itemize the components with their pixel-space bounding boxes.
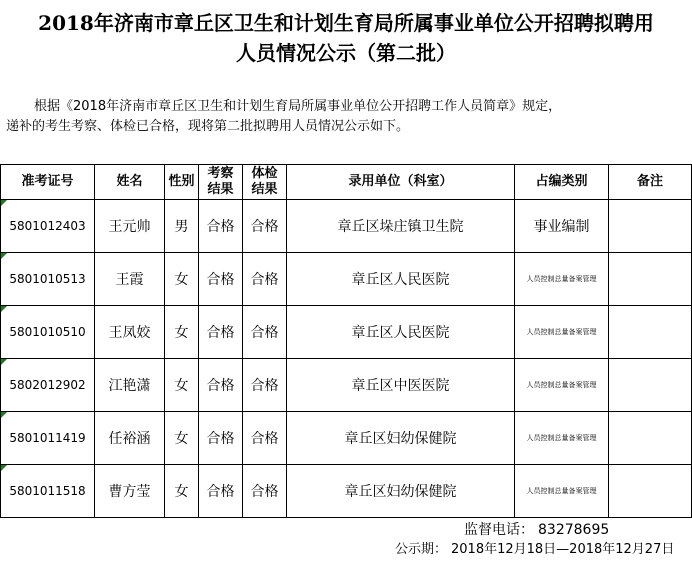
cell-inspect: 合格	[199, 465, 243, 518]
table-header-row	[1, 165, 692, 200]
cell-category: 人员控制总量备案管理	[515, 465, 609, 518]
header-category: 占编类别	[515, 165, 609, 200]
cell-id	[1, 359, 95, 412]
cell-note	[609, 412, 692, 465]
cell-category: 人员控制总量备案管理	[515, 253, 609, 306]
intro-paragraph	[6, 97, 686, 137]
cell-marker	[1, 253, 7, 259]
cell-id-text: 5802012902	[9, 378, 86, 392]
cell-name: 王霞	[95, 253, 165, 306]
cell-note	[609, 253, 692, 306]
title-line-1: 2018年济南市章丘区卫生和计划生育局所属事业单位公开招聘拟聘用	[38, 11, 654, 35]
cell-note	[609, 306, 692, 359]
cell-gender: 女	[165, 465, 199, 518]
intro-line-1: 根据《2018年济南市章丘区卫生和计划生育局所属事业单位公开招聘工作人员简章》规定，	[34, 99, 562, 114]
cell-exam: 合格	[243, 253, 287, 306]
cell-category: 人员控制总量备案管理	[515, 359, 609, 412]
cell-note	[609, 465, 692, 518]
cell-exam: 合格	[243, 412, 287, 465]
cell-id	[1, 412, 95, 465]
header-exam	[243, 165, 287, 200]
period-dates: 2018年12月18日—2018年12月27日	[451, 542, 675, 557]
page-title	[0, 8, 692, 68]
cell-name: 任裕涵	[95, 412, 165, 465]
cell-category: 人员控制总量备案管理	[515, 306, 609, 359]
header-id: 准考证号	[1, 165, 95, 200]
publicity-period	[395, 541, 674, 559]
cell-name: 王元帅	[95, 200, 165, 253]
candidates-table	[0, 164, 692, 518]
cell-marker	[1, 465, 7, 471]
phone-label: 监督电话：	[464, 522, 534, 538]
cell-exam: 合格	[243, 306, 287, 359]
cell-inspect: 合格	[199, 412, 243, 465]
cell-inspect: 合格	[199, 200, 243, 253]
header-exam-line-1: 体检	[251, 166, 278, 181]
phone-number: 83278695	[538, 522, 610, 538]
table-row	[1, 465, 692, 518]
table-row	[1, 359, 692, 412]
cell-name: 曹方莹	[95, 465, 165, 518]
cell-name: 江艳潇	[95, 359, 165, 412]
table-row	[1, 306, 692, 359]
cell-note	[609, 359, 692, 412]
cell-category: 人员控制总量备案管理	[515, 412, 609, 465]
cell-name: 王凤姣	[95, 306, 165, 359]
cell-id-text: 5801010510	[9, 325, 86, 339]
cell-unit: 章丘区垛庄镇卫生院	[287, 200, 515, 253]
cell-exam: 合格	[243, 200, 287, 253]
period-label: 公示期：	[395, 542, 448, 557]
cell-id-text: 5801010513	[9, 272, 86, 286]
cell-unit: 章丘区人民医院	[287, 306, 515, 359]
header-inspect	[199, 165, 243, 200]
cell-marker	[1, 306, 7, 312]
cell-gender: 男	[165, 200, 199, 253]
cell-unit: 章丘区妇幼保健院	[287, 412, 515, 465]
cell-exam: 合格	[243, 465, 287, 518]
cell-marker	[1, 359, 7, 365]
cell-id	[1, 253, 95, 306]
cell-exam: 合格	[243, 359, 287, 412]
header-gender: 性别	[165, 165, 199, 200]
intro-line-2: 递补的考生考察、体检已合格，现将第二批拟聘用人员情况公示如下。	[6, 119, 410, 134]
cell-inspect: 合格	[199, 359, 243, 412]
cell-note	[609, 200, 692, 253]
header-name: 姓名	[95, 165, 165, 200]
cell-id	[1, 306, 95, 359]
table-row	[1, 253, 692, 306]
table-row	[1, 200, 692, 253]
header-unit: 录用单位（科室）	[287, 165, 515, 200]
cell-inspect: 合格	[199, 306, 243, 359]
cell-gender: 女	[165, 306, 199, 359]
header-note: 备注	[609, 165, 692, 200]
cell-unit: 章丘区妇幼保健院	[287, 465, 515, 518]
header-inspect-line-2: 结果	[207, 182, 234, 197]
cell-marker	[1, 200, 7, 206]
cell-id-text: 5801011518	[9, 484, 86, 498]
cell-marker	[1, 412, 7, 418]
cell-gender: 女	[165, 359, 199, 412]
title-line-2: 人员情况公示（第二批）	[236, 41, 456, 65]
cell-gender: 女	[165, 253, 199, 306]
header-exam-line-2: 结果	[251, 182, 278, 197]
cell-category: 事业编制	[515, 200, 609, 253]
cell-id	[1, 200, 95, 253]
cell-unit: 章丘区中医医院	[287, 359, 515, 412]
cell-id	[1, 465, 95, 518]
header-inspect-line-1: 考察	[207, 166, 234, 181]
cell-unit: 章丘区人民医院	[287, 253, 515, 306]
cell-id-text: 5801011419	[9, 431, 86, 445]
table-row	[1, 412, 692, 465]
cell-gender: 女	[165, 412, 199, 465]
supervision-phone	[464, 521, 609, 539]
cell-id-text: 5801012403	[9, 219, 86, 233]
cell-inspect: 合格	[199, 253, 243, 306]
